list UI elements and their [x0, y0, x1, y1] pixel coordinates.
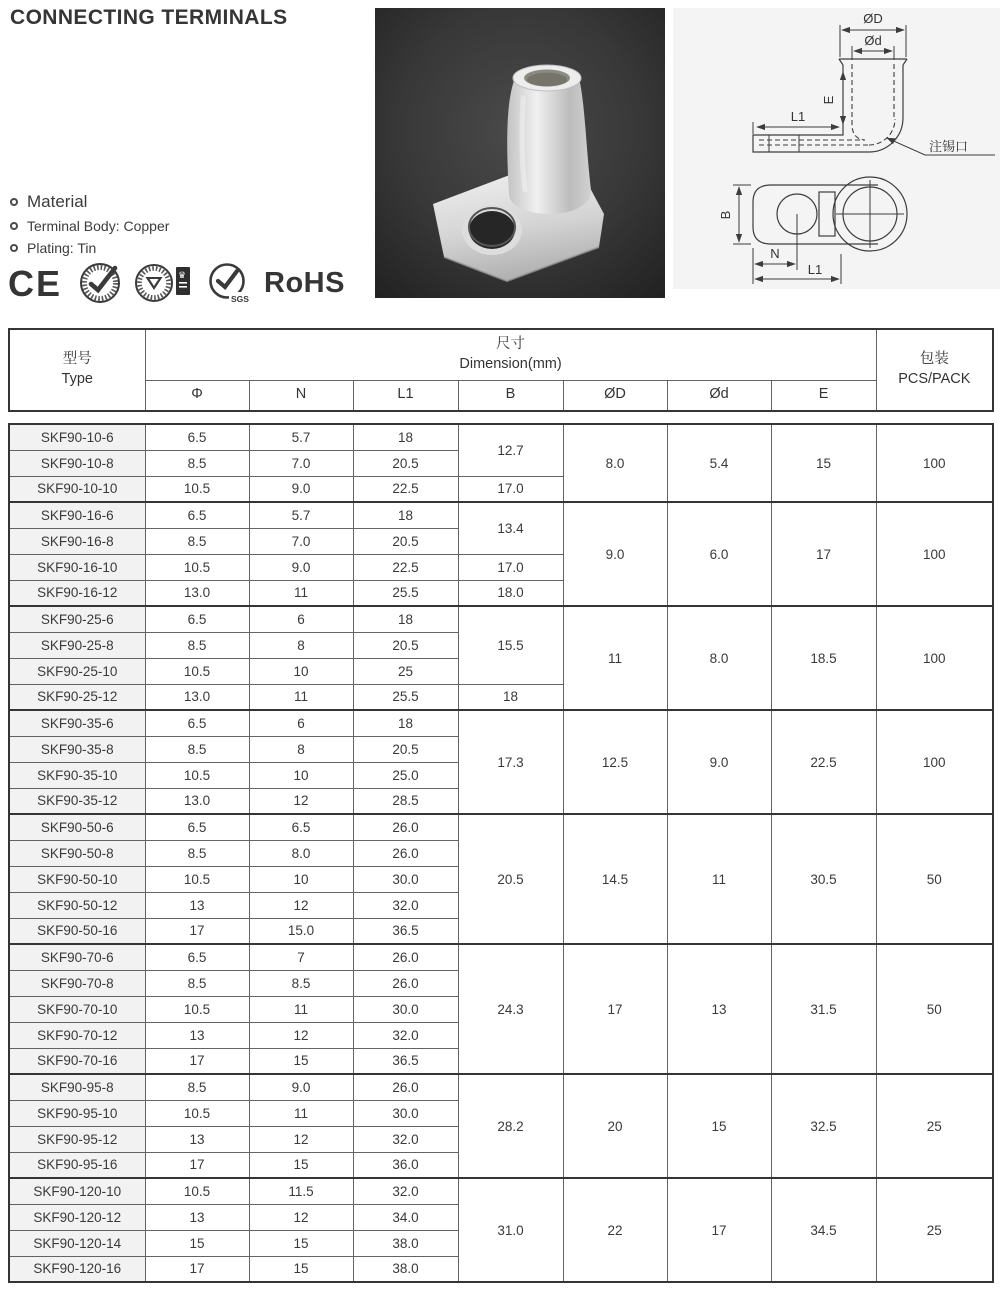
cell-b: 12.7 — [458, 424, 563, 476]
cell-n: 7 — [249, 944, 353, 970]
technical-diagram — [673, 8, 1000, 289]
cell-phi: 6.5 — [145, 710, 249, 736]
dim-label-l1-bottom: L1 — [807, 262, 823, 277]
dim-label-b: B — [718, 210, 733, 220]
cell-l1: 30.0 — [353, 866, 458, 892]
cell-l1: 18 — [353, 424, 458, 450]
page-title: CONNECTING TERMINALS — [10, 6, 288, 29]
cell-l1: 26.0 — [353, 970, 458, 996]
cell-l1: 38.0 — [353, 1256, 458, 1282]
table-row — [9, 502, 993, 528]
cell-type: SKF90-50-8 — [9, 840, 145, 866]
cell-type: SKF90-95-12 — [9, 1126, 145, 1152]
col-header-od: ØD — [563, 380, 667, 411]
cell-n: 7.0 — [249, 528, 353, 554]
col-header-b: B — [458, 380, 563, 411]
cell-phi: 8.5 — [145, 1074, 249, 1100]
cell-type: SKF90-25-10 — [9, 658, 145, 684]
cell-b: 18 — [458, 684, 563, 710]
cell-od: 14.5 — [563, 814, 667, 944]
cell-type: SKF90-25-6 — [9, 606, 145, 632]
cell-n: 6 — [249, 710, 353, 736]
cell-e: 32.5 — [771, 1074, 876, 1178]
cell-l1: 18 — [353, 710, 458, 736]
cell-type: SKF90-25-12 — [9, 684, 145, 710]
cell-od: 9.0 — [563, 502, 667, 606]
ukas-crown-glyph: ♛ — [178, 270, 187, 280]
cell-type: SKF90-95-8 — [9, 1074, 145, 1100]
cell-type: SKF90-10-8 — [9, 450, 145, 476]
cell-l1: 25.5 — [353, 580, 458, 606]
cell-l1: 28.5 — [353, 788, 458, 814]
cell-type: SKF90-120-10 — [9, 1178, 145, 1204]
cell-n: 5.7 — [249, 424, 353, 450]
cell-phi: 13.0 — [145, 684, 249, 710]
cell-l1: 25.0 — [353, 762, 458, 788]
bullet-icon — [10, 198, 18, 206]
cell-l1: 26.0 — [353, 840, 458, 866]
cell-type: SKF90-95-16 — [9, 1152, 145, 1178]
cell-phi: 8.5 — [145, 970, 249, 996]
col-header-dim-en: Dimension(mm) — [459, 355, 562, 372]
cell-n: 6 — [249, 606, 353, 632]
cell-l1: 36.5 — [353, 918, 458, 944]
cell-e: 22.5 — [771, 710, 876, 814]
col-header-dimension — [145, 329, 876, 380]
cell-phi: 8.5 — [145, 736, 249, 762]
cell-phi: 17 — [145, 1152, 249, 1178]
col-header-pack — [876, 329, 993, 411]
ce-mark-text: CE — [8, 263, 63, 303]
cell-n: 15 — [249, 1230, 353, 1256]
cell-type: SKF90-50-10 — [9, 866, 145, 892]
table-row — [9, 710, 993, 736]
cell-n: 5.7 — [249, 502, 353, 528]
cell-phi: 6.5 — [145, 502, 249, 528]
cell-l1: 18 — [353, 502, 458, 528]
cell-phi: 10.5 — [145, 476, 249, 502]
cell-l1: 20.5 — [353, 528, 458, 554]
spec-table-header — [8, 328, 994, 412]
material-heading-line — [10, 192, 169, 212]
cell-type: SKF90-70-10 — [9, 996, 145, 1022]
cell-d: 11 — [667, 814, 771, 944]
cell-phi: 6.5 — [145, 814, 249, 840]
cell-pack: 25 — [876, 1074, 993, 1178]
bullet-icon — [10, 222, 18, 230]
cell-l1: 26.0 — [353, 1074, 458, 1100]
cell-l1: 30.0 — [353, 996, 458, 1022]
cell-b: 17.3 — [458, 710, 563, 814]
cell-pack: 100 — [876, 424, 993, 502]
table-row — [9, 606, 993, 632]
cell-pack: 25 — [876, 1178, 993, 1282]
cell-e: 17 — [771, 502, 876, 606]
cell-n: 15 — [249, 1256, 353, 1282]
cell-phi: 17 — [145, 918, 249, 944]
cell-phi: 6.5 — [145, 944, 249, 970]
material-item-plating: Plating: Tin — [27, 240, 97, 256]
cell-type: SKF90-120-16 — [9, 1256, 145, 1282]
cell-l1: 26.0 — [353, 944, 458, 970]
sgs-badge-icon — [205, 261, 251, 305]
col-header-l1: L1 — [353, 380, 458, 411]
cell-d: 5.4 — [667, 424, 771, 502]
cell-type: SKF90-50-6 — [9, 814, 145, 840]
col-header-n: N — [249, 380, 353, 411]
col-header-type — [9, 329, 145, 411]
spec-table-body — [8, 423, 994, 1283]
cell-n: 12 — [249, 1126, 353, 1152]
bullet-icon — [10, 244, 18, 252]
cell-phi: 10.5 — [145, 554, 249, 580]
cell-b: 18.0 — [458, 580, 563, 606]
col-header-pack-zh: 包装 — [919, 351, 949, 368]
cell-phi: 10.5 — [145, 996, 249, 1022]
cell-phi: 10.5 — [145, 866, 249, 892]
solder-port-label: 注锡口 — [929, 139, 969, 154]
cell-n: 10 — [249, 658, 353, 684]
cell-pack: 100 — [876, 502, 993, 606]
cell-n: 8.0 — [249, 840, 353, 866]
table-row — [9, 944, 993, 970]
cell-phi: 15 — [145, 1230, 249, 1256]
certification-logos — [8, 261, 345, 305]
cell-type: SKF90-16-12 — [9, 580, 145, 606]
cell-type: SKF90-16-6 — [9, 502, 145, 528]
cell-e: 34.5 — [771, 1178, 876, 1282]
cell-phi: 10.5 — [145, 1100, 249, 1126]
cell-l1: 20.5 — [353, 632, 458, 658]
cell-b: 24.3 — [458, 944, 563, 1074]
cell-phi: 13 — [145, 1022, 249, 1048]
cell-l1: 32.0 — [353, 1178, 458, 1204]
cell-n: 12 — [249, 1204, 353, 1230]
cell-type: SKF90-16-10 — [9, 554, 145, 580]
cell-phi: 10.5 — [145, 1178, 249, 1204]
cell-n: 12 — [249, 1022, 353, 1048]
cell-e: 15 — [771, 424, 876, 502]
cell-b: 31.0 — [458, 1178, 563, 1282]
cell-type: SKF90-35-10 — [9, 762, 145, 788]
cell-phi: 6.5 — [145, 606, 249, 632]
cell-l1: 36.5 — [353, 1048, 458, 1074]
cell-b: 13.4 — [458, 502, 563, 554]
cell-od: 20 — [563, 1074, 667, 1178]
cell-type: SKF90-50-12 — [9, 892, 145, 918]
material-item-body: Terminal Body: Copper — [27, 218, 170, 234]
cell-od: 8.0 — [563, 424, 667, 502]
cell-phi: 17 — [145, 1256, 249, 1282]
cell-l1: 34.0 — [353, 1204, 458, 1230]
dim-label-e: E — [821, 95, 836, 105]
cell-l1: 26.0 — [353, 814, 458, 840]
cell-od: 11 — [563, 606, 667, 710]
cell-phi: 13 — [145, 892, 249, 918]
table-row — [9, 1178, 993, 1204]
cell-phi: 6.5 — [145, 424, 249, 450]
cell-b: 20.5 — [458, 814, 563, 944]
cell-type: SKF90-16-8 — [9, 528, 145, 554]
cell-l1: 36.0 — [353, 1152, 458, 1178]
table-row — [9, 424, 993, 450]
header-row-main — [9, 329, 993, 380]
cell-pack: 100 — [876, 710, 993, 814]
cell-phi: 10.5 — [145, 658, 249, 684]
cell-od: 17 — [563, 944, 667, 1074]
col-header-pack-en: PCS/PACK — [898, 371, 971, 387]
cell-phi: 8.5 — [145, 528, 249, 554]
cell-type: SKF90-95-10 — [9, 1100, 145, 1126]
cell-phi: 8.5 — [145, 632, 249, 658]
cell-d: 9.0 — [667, 710, 771, 814]
col-header-type-zh: 型号 — [62, 351, 92, 368]
cell-n: 15.0 — [249, 918, 353, 944]
cell-phi: 8.5 — [145, 450, 249, 476]
col-header-e: E — [771, 380, 876, 411]
sgs-badge-text: SGS — [231, 294, 249, 304]
cell-n: 9.0 — [249, 1074, 353, 1100]
cell-e: 30.5 — [771, 814, 876, 944]
cell-n: 12 — [249, 788, 353, 814]
spec-table-section — [8, 328, 992, 1283]
cell-pack: 100 — [876, 606, 993, 710]
cell-type: SKF90-10-10 — [9, 476, 145, 502]
cell-l1: 32.0 — [353, 892, 458, 918]
cell-l1: 25 — [353, 658, 458, 684]
dim-label-outer-dia: ØD — [863, 11, 883, 26]
header-row-sub — [9, 380, 993, 411]
table-row — [9, 814, 993, 840]
cell-l1: 32.0 — [353, 1022, 458, 1048]
col-header-dim-zh: 尺寸 — [496, 336, 526, 353]
cell-phi: 8.5 — [145, 840, 249, 866]
cell-n: 7.0 — [249, 450, 353, 476]
col-header-d: Ød — [667, 380, 771, 411]
cell-n: 9.0 — [249, 476, 353, 502]
cell-b: 17.0 — [458, 476, 563, 502]
rohs-label: RoHS — [264, 266, 345, 299]
cell-n: 8.5 — [249, 970, 353, 996]
cell-od: 12.5 — [563, 710, 667, 814]
cell-l1: 38.0 — [353, 1230, 458, 1256]
material-item-line — [10, 218, 169, 234]
cell-n: 15 — [249, 1048, 353, 1074]
dim-label-l1-side: L1 — [790, 109, 806, 124]
cell-pack: 50 — [876, 944, 993, 1074]
cell-l1: 32.0 — [353, 1126, 458, 1152]
cell-phi: 13.0 — [145, 580, 249, 606]
cell-n: 11 — [249, 580, 353, 606]
cell-l1: 20.5 — [353, 736, 458, 762]
cell-b: 28.2 — [458, 1074, 563, 1178]
iso-triangle-ukas-badge-icon — [134, 262, 192, 304]
cell-d: 15 — [667, 1074, 771, 1178]
cell-d: 6.0 — [667, 502, 771, 606]
cell-d: 8.0 — [667, 606, 771, 710]
cell-l1: 30.0 — [353, 1100, 458, 1126]
cell-n: 8 — [249, 736, 353, 762]
cell-pack: 50 — [876, 814, 993, 944]
material-heading: Material — [27, 192, 88, 211]
dim-label-inner-dia: Ød — [864, 33, 882, 48]
cell-phi: 13 — [145, 1126, 249, 1152]
cell-phi: 13.0 — [145, 788, 249, 814]
material-section — [10, 192, 169, 262]
cell-type: SKF90-70-16 — [9, 1048, 145, 1074]
cell-n: 12 — [249, 892, 353, 918]
cell-n: 9.0 — [249, 554, 353, 580]
cell-od: 22 — [563, 1178, 667, 1282]
iso-check-badge-icon — [79, 262, 121, 304]
cell-n: 8 — [249, 632, 353, 658]
material-item-line — [10, 240, 169, 256]
cell-e: 18.5 — [771, 606, 876, 710]
dim-label-n: N — [770, 246, 780, 261]
cell-phi: 13 — [145, 1204, 249, 1230]
cell-e: 31.5 — [771, 944, 876, 1074]
cell-type: SKF90-70-8 — [9, 970, 145, 996]
col-header-phi: Φ — [145, 380, 249, 411]
cell-n: 11.5 — [249, 1178, 353, 1204]
cell-phi: 10.5 — [145, 762, 249, 788]
cell-l1: 25.5 — [353, 684, 458, 710]
cell-n: 15 — [249, 1152, 353, 1178]
table-row — [9, 1074, 993, 1100]
cell-b: 15.5 — [458, 606, 563, 684]
cell-l1: 22.5 — [353, 554, 458, 580]
cell-d: 13 — [667, 944, 771, 1074]
cell-n: 10 — [249, 762, 353, 788]
cell-type: SKF90-120-14 — [9, 1230, 145, 1256]
cell-d: 17 — [667, 1178, 771, 1282]
product-photo — [375, 8, 665, 298]
cell-type: SKF90-35-6 — [9, 710, 145, 736]
cell-type: SKF90-70-6 — [9, 944, 145, 970]
cell-l1: 22.5 — [353, 476, 458, 502]
cell-type: SKF90-120-12 — [9, 1204, 145, 1230]
cell-type: SKF90-10-6 — [9, 424, 145, 450]
terminal-lug-image — [375, 8, 665, 298]
cell-type: SKF90-25-8 — [9, 632, 145, 658]
cell-type: SKF90-35-12 — [9, 788, 145, 814]
cell-l1: 20.5 — [353, 450, 458, 476]
ce-mark-icon — [8, 263, 66, 303]
cell-b: 17.0 — [458, 554, 563, 580]
cell-n: 10 — [249, 866, 353, 892]
cell-type: SKF90-50-16 — [9, 918, 145, 944]
cell-n: 11 — [249, 996, 353, 1022]
cell-type: SKF90-70-12 — [9, 1022, 145, 1048]
cell-n: 6.5 — [249, 814, 353, 840]
cell-n: 11 — [249, 684, 353, 710]
dimension-drawing — [673, 8, 1000, 289]
cell-l1: 18 — [353, 606, 458, 632]
cell-type: SKF90-35-8 — [9, 736, 145, 762]
cell-phi: 17 — [145, 1048, 249, 1074]
col-header-type-en: Type — [61, 371, 93, 387]
cell-n: 11 — [249, 1100, 353, 1126]
